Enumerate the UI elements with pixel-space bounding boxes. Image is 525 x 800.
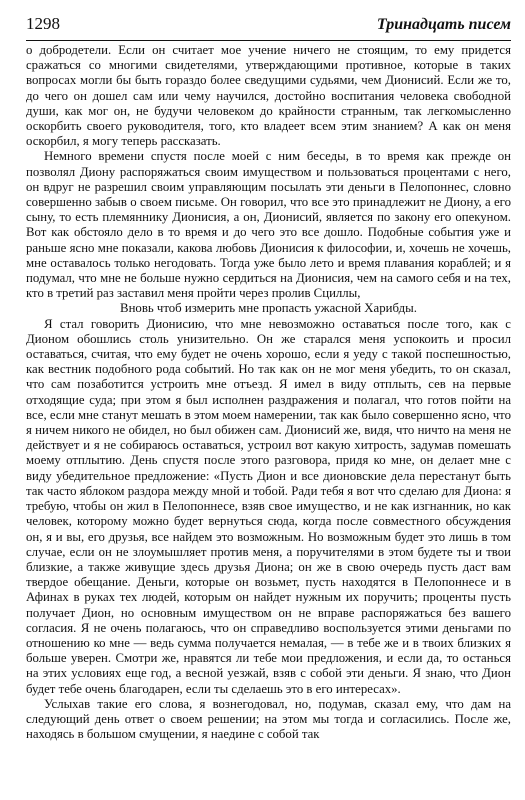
verse-quote: Вновь чтоб измерить мне пропасть ужасной Харибды. — [120, 301, 417, 316]
running-title: Тринадцать писем — [376, 16, 511, 33]
page-number: 1298 — [26, 14, 60, 33]
page-body — [26, 43, 511, 742]
paragraph: Я стал говорить Дионисию, что мне невозможно оставаться после того, как с Дионом обошлись столь унизительно. Он же старался меня успокоить и просил оставаться, считая, что ему будет не очень хорошо, если я уеду с такой поспешностью, как вестник подобного рода событий. Но так как он не мог меня убедить, то он сказал, что сам позаботится устроить мне отъезд. Я имел в виду отплыть, сев на первые отходящие суда; при этом я был исполнен раздражения и полагал, что готов пойти на все, если мне станут мешать в этом моем намерении, так как было совершенно ясно, что я ничем никого не обидел, но был обижен сам. Дионисий же, видя, что ничто на меня не действует и я не собираюсь оставаться, устроил вот какую хитрость, задумав помешать моему отплытию. День спустя после этого разговора, придя ко мне, он делает мне с виду убедительное предложение: «Пусть Дион и все дионовские дела перестанут быть так часто яблоком раздора между мной и тобой. Ради тебя я вот что сделаю для Диона: я требую, чтобы он жил в Пелопоннесе, взяв свое имущество, и не как изгнанник, но как человек, которому можно будет вернуться сюда, когда после совместного обсуждения он, я и вы, его друзья, все найдем это возможным. Но возможным будет это лишь в том случае, если он не злоумышляет против меня, а поручителями в этом будете ты и твои близкие, а также живущие здесь друзья Диона; он же в свою очередь пусть даст вам твердое обещание. Деньги, которые он возьмет, пусть находятся в Пелопоннесе и в Афинах в руках тех людей, которым он найдет нужным их поручить; проценты пусть получает Дион, но основным имуществом он не вправе распоряжаться без вашего согласия. Я не очень полагаюсь, что он справедливо воспользуется этими деньгами по отношению ко мне — ведь сумма получается немалая, — в тебе же и в твоих близких я больше уверен. Смотри же, нравятся ли тебе мои предложения, и если да, то останься на этих условиях еще год, а весной уезжай, взяв с собой эти деньги. Я знаю, что Дион будет тебе очень благодарен, если ты сделаешь это в его интересах». — [26, 316, 511, 696]
paragraph: Услыхав такие его слова, я вознегодовал, но, подумав, сказал ему, что дам на следующий день ответ о своем решении; на этом мы тогда и согласились. После же, находясь в большом смущении, я наедине с собой так — [26, 696, 511, 742]
header-rule — [26, 40, 511, 41]
paragraph-continuation: о добродетели. Если он считает мое учение ничего не стоящим, то ему придется сражаться со многими свидетелями, утверждающими противное, которые в таких вопросах могли бы быть гораздо более сведущими судьями, чем Дионисий. Если же то, до чего он дошел сам или чему научился, достойно воспитания человека свободной души, как мог он, не будучи человеком до крайности странным, так легкомысленно оскорбить своего руководителя, того, кто владеет всем этим знанием? А как он меня оскорбил, я могу теперь рассказать. — [26, 43, 511, 149]
running-header — [26, 6, 511, 34]
paragraph: Немного времени спустя после моей с ним беседы, в то время как прежде он позволял Диону распоряжаться своим имуществом и пользоваться процентами с него, он вдруг не разрешил своим управляющим посылать эти деньги в Пелопоннес, словно совершенно забыв о своем письме. Он говорил, что все это принадлежит не Диону, а его сыну, то есть племяннику Дионисия, а он, Дионисий, является по закону его опекуном. Вот как обстояло дело в то время и до чего это все дошло. Подобные события уже и раньше ясно мне показали, какова любовь Дионисия к философии, и, хочешь не хочешь, мне оставалось только негодовать. Тогда уже было лето и время плавания кораблей; и я подумал, что мне не больше нужно сердиться на Дионисия, чем на самого себя и на тех, кто в третий раз заставил меня пройти через пролив Сциллы, — [26, 149, 511, 301]
